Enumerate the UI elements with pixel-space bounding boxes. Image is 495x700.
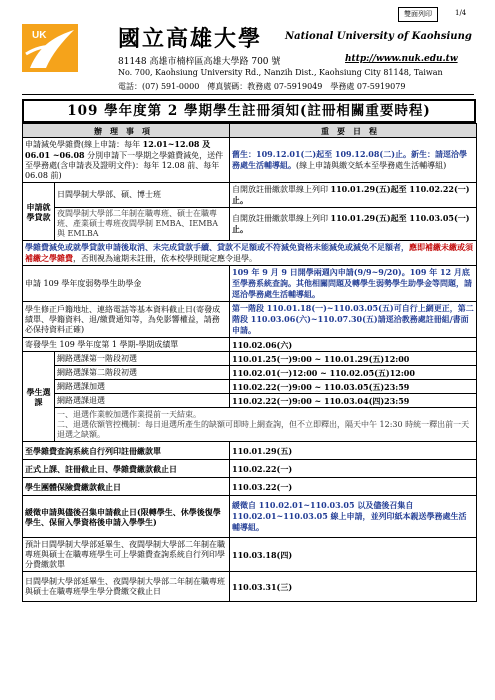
semester-start: 正式上課、註冊截止日、學雜費繳款截止日 xyxy=(23,460,230,478)
loan-label: 申請就學貸款 xyxy=(23,183,55,241)
table-row xyxy=(23,496,477,538)
loan-night-program: 夜間學制大學部二年制在職專班、碩士在職專班、產業碩士專班夜間學制 EMBA、IEMBA 與 EMLBA xyxy=(55,208,230,241)
header-date: 重要日程 xyxy=(230,124,477,138)
university-logo xyxy=(22,24,78,72)
grade-report-date: 110.02.06(六) xyxy=(230,338,477,352)
svg-text:UK: UK xyxy=(32,30,47,41)
page-number: 1/4 xyxy=(455,9,467,17)
military-deferral: 緩徵申請與儘後召集申請截止日(限轉學生、休學後復學學生、保留入學資格後申請入學學生) xyxy=(23,496,230,538)
document-title: 109 學年度第 2 學期學生註冊須知(註冊相關重要時程) xyxy=(22,99,476,123)
table-row xyxy=(23,380,477,394)
table-row xyxy=(23,266,477,302)
grade-report: 寄發學生 109 學年度第 1 學期-學期成績單 xyxy=(23,338,230,352)
table-row xyxy=(23,538,477,572)
course-name: 網路選課第二階段初選 xyxy=(55,366,230,380)
course-notes: 一、退選作業較加選作業提前一天結束。 二、退選依額管控機制：每日退選所產生的缺額可即時上網查詢，但不立即釋出，隔天中午 12:30 時統一釋出前一天退選之缺額。 xyxy=(55,408,477,442)
duplex-print-button[interactable]: 雙面列印 xyxy=(398,7,438,22)
table-row xyxy=(23,366,477,380)
address-cn: 81148 高雄市楠梓區高雄大學路 700 號 xyxy=(118,57,281,67)
course-date: 110.02.22(一)9:00 ~ 110.03.04(四)23:59 xyxy=(230,394,477,408)
table-row xyxy=(23,338,477,352)
course-name: 網路選課第一階段初選 xyxy=(55,352,230,366)
course-name: 網路選課退選 xyxy=(55,394,230,408)
loan-day-program: 日間學制大學部、碩、博士班 xyxy=(55,183,230,208)
military-deferral-date: 緩徵自 110.02.01~110.03.05 以及儘後召集自 110.02.01~110.03.05 線上申請，並列印紙本親送學務處生活輔導組。 xyxy=(230,496,477,538)
aid-application: 申請 109 學年度弱勢學生助學金 xyxy=(23,266,230,302)
table-row xyxy=(23,241,477,266)
course-date: 110.02.22(一)9:00 ~ 110.03.05(五)23:59 xyxy=(230,380,477,394)
row-fee-reduction-date: 舊生：109.12.01(二)起至 109.12.08(二)止。新生：請逕洽學務處生活輔導組。(線上申請與繳交紙本至學務處生活輔導組) xyxy=(230,138,477,183)
course-date: 110.02.01(一)12:00 ~ 110.02.05(五)12:00 xyxy=(230,366,477,380)
table-row xyxy=(23,138,477,183)
semester-start-date: 110.02.22(一) xyxy=(230,460,477,478)
phone-numbers: 電話：(07) 591-0000 傳真號碼：教務處 07-5919049 學務處 07-5919079 xyxy=(118,82,406,91)
course-label: 學生選課 xyxy=(23,352,55,442)
address-en: No. 700, Kaohsiung University Rd., Nanzih Dist., Kaohsiung City 81148, Taiwan xyxy=(118,68,443,77)
table-row xyxy=(23,352,477,366)
schedule-table xyxy=(22,123,477,602)
insurance-due-date: 110.03.22(一) xyxy=(230,478,477,496)
header-item: 辦理事項 xyxy=(23,124,230,138)
credit-fee-print-date: 110.03.18(四) xyxy=(230,538,477,572)
table-row xyxy=(23,442,477,460)
row-fee-reduction: 申請減免學雜費(線上申請：每年 12.01~12.08 及 06.01 ~06.08 分別申請下一學期之學雜費減免，送件至學務處(含申請表及證明文件)：每年 12.08 前、每年 06.08 前) xyxy=(23,138,230,183)
loan-night-date: 自開放註冊繳款單線上列印 110.01.29(五)起至 110.03.05(一)止。 xyxy=(230,208,477,241)
table-row xyxy=(23,460,477,478)
address-update-date: 第一階段 110.01.18(一)~110.03.05(五)可自行上網更正，第二階段 110.03.06(六)~110.07.30(五)請逕洽教務處註冊組/書面申請。 xyxy=(230,302,477,338)
table-row xyxy=(23,478,477,496)
insurance-due: 學生團體保險費繳款截止日 xyxy=(23,478,230,496)
credit-fee-print: 預計日間學制大學部延畢生、夜間學制大學部二年制在職專班與碩士在職專班學生可上學雜費查詢系統自行列印學分費繳款單 xyxy=(23,538,230,572)
address-update: 學生修正戶籍地址、連絡電話等基本資料截止日(寄發成績單、學籍資料、退/繳費通知等，為免影響權益，請務必保持資料正確) xyxy=(23,302,230,338)
credit-fee-due-date: 110.03.31(三) xyxy=(230,572,477,602)
course-date: 110.01.25(一)9:00 ~ 110.01.29(五)12:00 xyxy=(230,352,477,366)
table-row xyxy=(23,572,477,602)
course-name: 網路選課加選 xyxy=(55,380,230,394)
print-bill: 至學雜費查詢系統自行列印註冊繳款單 xyxy=(23,442,230,460)
loan-cancel-note: 學雜費減免或就學貸款申請後取消、未完成貸款手續、貸款不足額或不符減免資格未能減免或減免不足額者，應即補繳未繳或須補繳之學雜費，否則視為逾期未註冊，依本校學則規定應令退學。 xyxy=(23,241,477,266)
table-row xyxy=(23,394,477,408)
credit-fee-due: 日間學制大學部延畢生、夜間學制大學部二年制在職專班與碩士在職專班學生學分費繳交截止日 xyxy=(23,572,230,602)
aid-date: 109 年 9 月 9 日開學兩週內申請(9/9~9/20)。109 年 12 月底至學務系統查詢。其他相關問題及轉學生弱勢學生助學金等問題，請逕洽學務處生活輔導組。 xyxy=(230,266,477,302)
table-row xyxy=(23,302,477,338)
header-divider xyxy=(22,94,474,95)
table-row xyxy=(23,208,477,241)
website-link[interactable]: http://www.nuk.edu.tw xyxy=(345,54,458,64)
print-bill-date: 110.01.29(五) xyxy=(230,442,477,460)
loan-day-date: 自開放註冊繳款單線上列印 110.01.29(五)起至 110.02.22(一)止。 xyxy=(230,183,477,208)
table-row xyxy=(23,408,477,442)
university-name-en: National University of Kaohsiung xyxy=(285,31,472,42)
university-name-cn: 國立高雄大學 xyxy=(118,26,263,52)
table-row xyxy=(23,183,477,208)
